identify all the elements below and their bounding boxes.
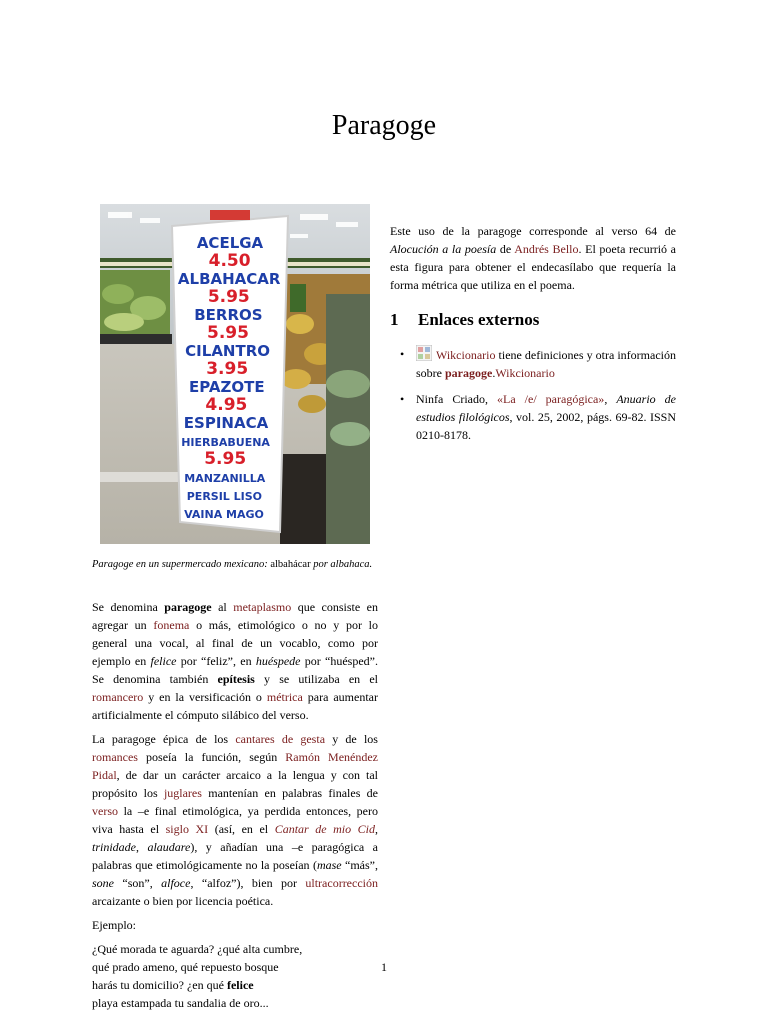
page-number: 1 <box>381 960 387 974</box>
italic-term: mase <box>316 858 342 872</box>
inline-link[interactable]: romancero <box>92 690 144 704</box>
inline-link[interactable]: siglo XI <box>165 822 209 836</box>
caption-word: albahácar <box>270 559 311 570</box>
paragraph-2: La paragoge épica de los cantares de gesta y de los romances poseía la función, según Ramón Menéndez Pidal, de dar un carácter arcaico a la lengua y con tal propósito los juglares mantenían en palabras finales de verso la –e final etimológica, ya perdida entonces, pero viva hasta el siglo XI (así, en el Cantar de mio Cid, trinidade, alaudare), y añadían una –e paragógica a palabras que etimológicamente no la poseían (mase “más”, sone “son”, alfoce, “alfoz”), bien por ultracorrección arcaizante o bien por licencia poética. <box>92 732 379 908</box>
inline-link[interactable]: Andrés Bello <box>514 242 579 256</box>
page-title: Paragoge <box>331 110 437 141</box>
inline-link[interactable]: Cantar de mio Cid <box>274 822 376 836</box>
italic-term: alfoce <box>161 876 191 890</box>
sign-price: 5.95 <box>207 323 249 343</box>
sign-item: ALBAHACAR <box>177 270 281 288</box>
section-number: 1 <box>390 310 399 329</box>
example-label: Ejemplo: <box>92 918 136 932</box>
inline-link[interactable]: paragoge <box>445 366 493 380</box>
sign-price: 4.50 <box>208 251 251 271</box>
main-text-column <box>92 598 378 1012</box>
caption-italic-1: Paragoge en un supermercado mexicano: <box>92 559 268 570</box>
inline-link[interactable]: verso <box>92 804 118 818</box>
supermarket-photo <box>100 204 370 544</box>
inline-link[interactable]: Wikcionario <box>436 348 496 362</box>
sign-item: EPAZOTE <box>189 378 265 396</box>
paragraph-1: Se denomina paragoge al metaplasmo que consiste en agregar un fonema o más, etimológico o no y por lo general una vocal, al final de un vocablo, como por ejemplo en felice por “feliz”, en huéspede por “huésped”. Se denomina también epítesis y se utilizaba en el romancero y en la versificación o métrica para aumentar artificialmente el cómputo silábico del verso. <box>92 600 378 722</box>
list-item <box>400 345 676 382</box>
italic-term: Anuario de estudios filológicos <box>416 392 676 424</box>
poem-line: ¿Qué morada te aguarda? ¿qué alta cumbre, <box>92 942 303 956</box>
inline-link[interactable]: Ramón Menéndez Pidal <box>92 750 379 782</box>
sign-price: 4.95 <box>205 395 248 415</box>
sign-item: MANZANILLA <box>184 472 266 485</box>
italic-term: alaudare <box>147 840 191 854</box>
inline-link[interactable]: metaplasmo <box>233 600 292 614</box>
inline-link[interactable]: cantares de gesta <box>235 732 326 746</box>
right-text-column <box>390 222 676 294</box>
inline-link[interactable]: fonema <box>153 618 190 632</box>
section-title-text: Enlaces externos <box>418 310 540 329</box>
caption-italic-2: por albahaca. <box>313 559 373 570</box>
sign-price: 3.95 <box>206 359 249 379</box>
poem-line: harás tu domicilio? ¿en qué felice <box>92 978 254 992</box>
figure-image <box>100 204 370 544</box>
sign-item: BERROS <box>194 306 263 324</box>
poem-block <box>92 940 378 1012</box>
italic-term: huéspede <box>255 654 301 668</box>
poem-line: qué prado ameno, qué repuesto bosque <box>92 960 279 974</box>
wiktionary-icon <box>416 345 432 361</box>
list-item <box>400 390 676 444</box>
italic-term: felice <box>150 654 177 668</box>
sign-price: 5.95 <box>207 287 250 307</box>
sign-item: VAINA MAGO <box>184 508 264 521</box>
external-links-list <box>400 345 676 452</box>
paragraph-right: Este uso de la paragoge corresponde al verso 64 de Alocución a la poesía de Andrés Bello. El poeta recurrió a esta figura para obtener el endecasílabo que requería la forma métrica que utiliza en el poema. <box>390 224 676 292</box>
inline-link[interactable]: Wikcionario <box>495 366 555 380</box>
inline-link[interactable]: métrica <box>266 690 303 704</box>
sign-item: ACELGA <box>196 234 264 252</box>
sign-item: HIERBABUENA <box>181 436 270 449</box>
section-heading <box>390 310 539 330</box>
bold-term: epítesis <box>217 672 255 686</box>
reference-text: Ninfa Criado, «La /e/ paragógica», Anuario de estudios filológicos, vol. 25, 2002, págs. 69-82. ISSN 0210-8178. <box>416 392 677 442</box>
bold-term: paragoge <box>164 600 212 614</box>
italic-term: trinidade <box>92 840 136 854</box>
bold-term: felice <box>226 978 254 992</box>
italic-term: Alocución a la poesía <box>390 242 497 256</box>
inline-link[interactable]: romances <box>92 750 138 764</box>
inline-link[interactable]: juglares <box>163 786 202 800</box>
sign-price: 5.95 <box>204 449 247 469</box>
italic-term: sone <box>92 876 114 890</box>
sign-item: CILANTRO <box>185 342 271 360</box>
inline-link[interactable]: «La /e/ paragógica» <box>497 392 605 406</box>
figure-caption <box>92 557 378 572</box>
sign-item: ESPINACA <box>183 414 269 432</box>
inline-link[interactable]: ultracorrección <box>305 876 378 890</box>
poem-line: playa estampada tu sandalia de oro... <box>92 996 269 1010</box>
sign-item: PERSIL LISO <box>186 490 263 503</box>
wiktionary-link-text: Wikcionario tiene definiciones y otra información sobre paragoge.Wikcionario <box>416 348 676 380</box>
